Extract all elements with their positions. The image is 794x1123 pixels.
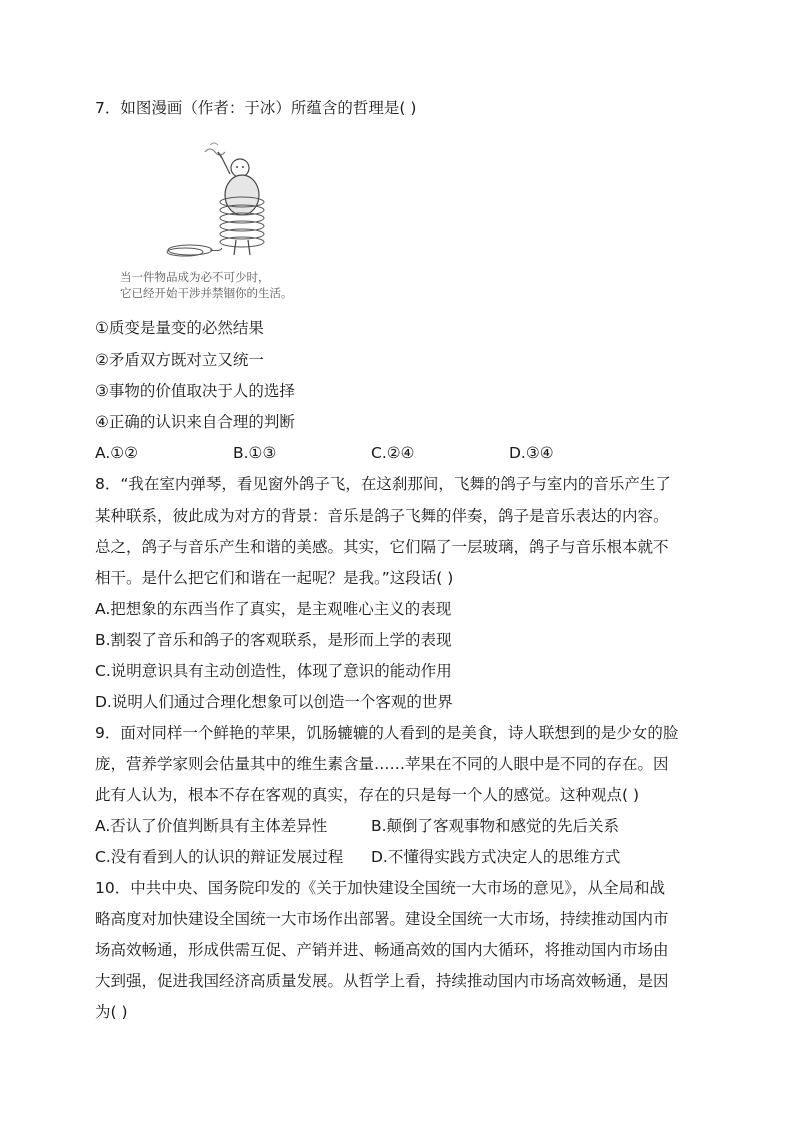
q8-option-d: D.说明人们通过合理化想象可以创造一个客观的世界 [95,693,453,711]
q8-option-b: B.割裂了音乐和鸽子的客观联系，是形而上学的表现 [95,631,452,649]
q8-option-c: C.说明意识具有主动创造性，体现了意识的能动作用 [95,662,452,680]
q7-statement-2: ②矛盾双方既对立又统一 [95,351,264,369]
q7-option-d: D.③④ [509,444,554,462]
q7-stem: 7．如图漫画（作者：于冰）所蕴含的哲理是( ) [95,99,417,117]
q10-stem-line5: 为( ) [95,1003,128,1021]
cartoon-caption-line2: 它已经开始干涉并禁锢你的生活。 [120,286,293,300]
q8-stem-line3: 总之，鸽子与音乐产生和谐的美感。其实，它们隔了一层玻璃，鸽子与音乐根本就不 [95,538,669,556]
q7-option-b: B.①③ [233,444,277,462]
q7-statement-4: ④正确的认识来自合理的判断 [95,413,295,431]
q7-option-a: A.①② [95,444,139,462]
q10-stem-line4: 大到强，促进我国经济高质量发展。从哲学上看，持续推动国内市场高效畅通，是因 [95,972,669,990]
q9-stem-line3: 此有人认为，根本不存在客观的真实，存在的只是每一个人的感觉。这种观点( ) [95,786,640,804]
q7-statement-1: ①质变是量变的必然结果 [95,319,264,337]
cartoon-caption-line1: 当一件物品成为必不可少时， [120,270,270,284]
q10-stem-line3: 场高效畅通，形成供需互促、产销并进、畅通高效的国内大循环，将推动国内市场由 [95,941,669,959]
q9-stem-line2: 庞，营养学家则会估量其中的维生素含量……苹果在不同的人眼中是不同的存在。因 [95,755,669,773]
q9-option-d: D.不懂得实践方式决定人的思维方式 [371,848,621,866]
q7-option-c: C.②④ [371,444,415,462]
q9-option-a: A.否认了价值判断具有主体差异性 [95,817,328,835]
q9-option-b: B.颠倒了客观事物和感觉的先后关系 [371,817,620,835]
q9-option-c: C.没有看到人的认识的辩证发展过程 [95,848,344,866]
cartoon-image [150,140,330,265]
q8-stem-line4: 相干。是什么把它们和谐在一起呢？是我。”这段话( ) [95,569,454,587]
q10-stem-line1: 10．中共中央、国务院印发的《关于加快建设全国统一大市场的意见》，从全局和战 [95,879,665,897]
q9-stem-line1: 9．面对同样一个鲜艳的苹果，饥肠辘辘的人看到的是美食，诗人联想到的是少女的脸 [95,724,679,742]
q7-statement-3: ③事物的价值取决于人的选择 [95,382,295,400]
q8-option-a: A.把想象的东西当作了真实，是主观唯心主义的表现 [95,600,452,618]
q8-stem-line2: 某种联系，彼此成为对方的背景：音乐是鸽子飞舞的伴奏，鸽子是音乐表达的内容。 [95,507,669,525]
q8-stem-line1: 8．“我在室内弹琴，看见窗外鸽子飞，在这刹那间，飞舞的鸽子与室内的音乐产生了 [95,475,671,493]
q10-stem-line2: 略高度对加快建设全国统一大市场作出部署。建设全国统一大市场，持续推动国内市 [95,910,669,928]
